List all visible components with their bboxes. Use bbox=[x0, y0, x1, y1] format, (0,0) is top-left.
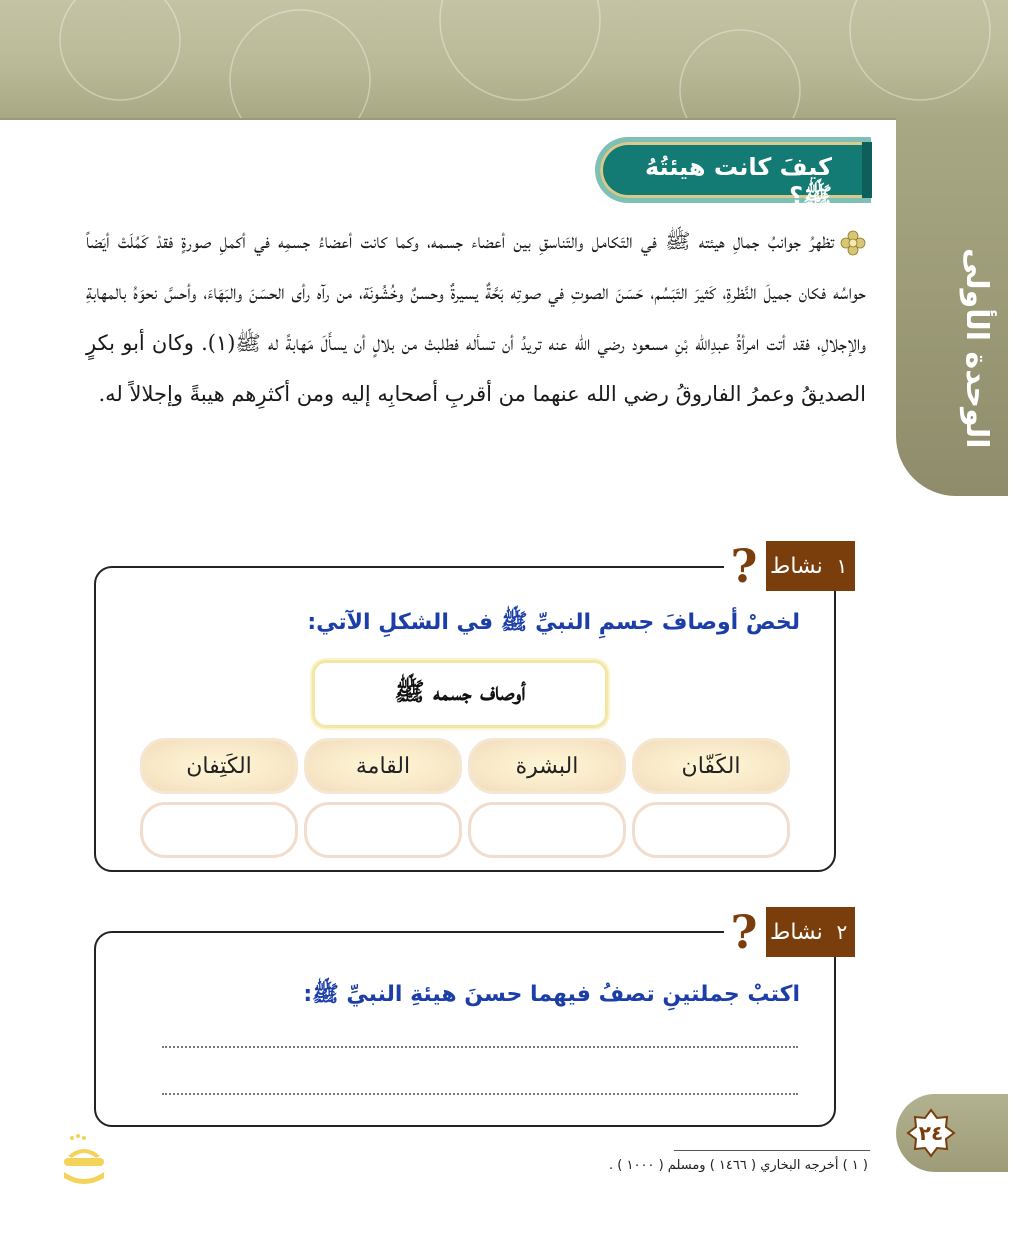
unit-label: الوحدة الأولى bbox=[959, 248, 994, 449]
activity1-question: لخصْ أوصافَ جسمِ النبيِّ ﷺ في الشكلِ الآتي: bbox=[307, 610, 800, 635]
activity2-number: ٢ bbox=[829, 907, 855, 957]
section-title: كيفَ كانت هيئتُهُ ﷺ؟ bbox=[644, 153, 832, 210]
activity2-question: اكتبْ جملتينِ تصفُ فيهما حسنَ هيئةِ النبيِّ ﷺ: bbox=[303, 982, 800, 1007]
page-number: ٢٤ bbox=[918, 1121, 944, 1145]
question-mark-icon: ? bbox=[724, 541, 764, 591]
trait-pill-2: البشرة bbox=[468, 738, 626, 794]
pattern-decoration bbox=[0, 0, 1008, 118]
body-paragraph bbox=[86, 216, 866, 420]
activity1-label: نشاط bbox=[764, 541, 829, 591]
activity1-number: ١ bbox=[829, 541, 855, 591]
publisher-logo-icon bbox=[58, 1128, 110, 1188]
unit-side-tab bbox=[896, 118, 1008, 496]
flower-bullet-icon bbox=[840, 230, 866, 256]
paragraph-text: تظهرُ جوانبُ جمالِ هيئته ﷺ في التَكامل والتَناسقِ بين أعضاء جسمه، وكما كانت أعضاءُ جسمِه في أكملِ صورةٍ فقدْ كَمُلَتْ أيَضاً حواسُه فكان جميلَ النَّظرةِ، كَثيرَ التَبَسُم، حَسَنَ الصوتِ في صوتِه بَحَّةٌ يسيرةٌ وحسنٌ وخُشُونَة، من رآه رأى الحسَنَ والبَهَاءَ، وأحسَّ نحوَهُ بالمهابةِ والإجلالِ، فقد أتت امرأةُ عبدِالله بْنِ مسعود رضي الله عنه تريدُ أن تسأله فطلبتْ من بلالٍ أن يسأَلَ مَهابةً له ﷺ(١). وكان أبو بكرٍ الصديقُ وعمرُ الفاروقُ رضي الله عنهما من أقربِ أصحابِه إليه ومن أكثرِهم هيبةً وإجلالاً له. bbox=[86, 229, 866, 406]
answer-box-2[interactable] bbox=[468, 802, 626, 858]
answer-line-2[interactable] bbox=[162, 1092, 798, 1095]
header-band bbox=[0, 0, 1008, 120]
answer-box-4[interactable] bbox=[140, 802, 298, 858]
center-concept-box: أوصاف جسمه ﷺ bbox=[312, 660, 608, 728]
footnote: ( ١ ) أخرجه البخاري ( ١٤٦٦ ) ومسلم ( ١٠٠٠ ) . bbox=[609, 1158, 868, 1173]
activity2-label: نشاط bbox=[764, 907, 829, 957]
trait-pill-1: الكَفّان bbox=[632, 738, 790, 794]
trait-pill-4: الكَتِفان bbox=[140, 738, 298, 794]
answer-box-3[interactable] bbox=[304, 802, 462, 858]
question-mark-icon: ? bbox=[724, 907, 764, 957]
footnote-divider bbox=[674, 1150, 870, 1151]
activity2-box bbox=[94, 931, 836, 1127]
section-title-banner bbox=[600, 142, 866, 210]
activity1-tag bbox=[724, 541, 855, 591]
answer-line-1[interactable] bbox=[162, 1045, 798, 1048]
activity2-tag bbox=[724, 907, 855, 957]
answer-box-1[interactable] bbox=[632, 802, 790, 858]
trait-pill-3: القامة bbox=[304, 738, 462, 794]
